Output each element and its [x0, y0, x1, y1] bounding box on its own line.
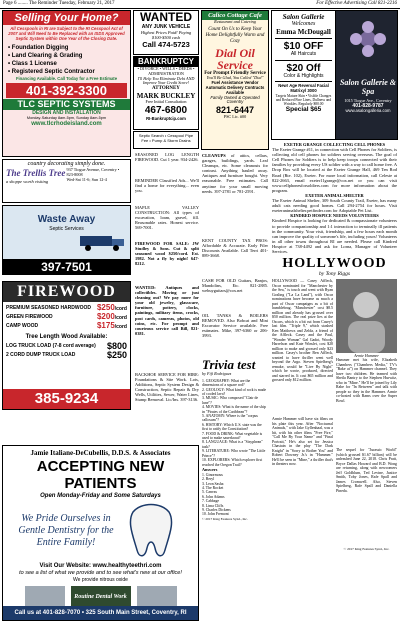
classified-kent-county: KENT COUNTY TAX PROS: Affordable & Accurate. Early Filer Discounts Available. Call Terri 401-889-3668.: [202, 238, 268, 259]
trivia-answer: 8. Lima Cliffs: [202, 503, 224, 508]
septic-search-ad: Septic Search • Cesspool Pipe Fee • Pump & Storm Drains: [133, 131, 199, 149]
trivia-question: 5. ANATOMY: Where is the "corpus callosum"?: [202, 414, 258, 423]
trivia-answer: 2. Beryl: [202, 477, 215, 482]
septic-title: Selling Your Home?: [3, 11, 130, 25]
salon-gallerie-ad: [271, 10, 398, 140]
cafe-item1: Fuel Assistance Vendor: [211, 80, 259, 86]
trellis-sub: a shoppe worth visiting: [6, 179, 49, 184]
firewood-sale-text: JW Studley & Sons. Cut & split seasoned wood $250/cord. Est. 1982. Not a fly by night! 647-8212.: [135, 241, 199, 267]
trivia-question: 7. FOOD & DRINK: What vegetable is used to make sauerkraut?: [202, 431, 263, 441]
salon-address: 1015 Tiogue Ave., Coventry: [344, 98, 392, 103]
salon-offer1-text: All Haircuts: [290, 51, 317, 57]
wanted-sub: ANY JUNK VEHICLE: [141, 24, 191, 30]
hollywood-body2: Armie Hammer will have six films on his plate this year. After "Nocturnal Animals," with Jake Gyllenhaal, was a hit, with his other films "Free Fire," "Call Me By Your Name" and "Final Portrait," He's also set for Jessica Chastain in the play "The Dark Knight" in "Sorry to Bother You" and Robert Downey Jr.'s in "Hammer." He'll be seen in "Mine," a thriller that's in theaters now.: [272, 417, 333, 466]
salon-phone: 401-828-9787: [352, 102, 384, 109]
trivia-question: 8. LANGUAGE: What is a "Sisyphean" task?: [202, 440, 263, 449]
bankruptcy-text: I'll Help You Eliminate Debt AND Improve Your Credit Score!: [137, 75, 195, 86]
waste-away-ad: [2, 205, 131, 260]
cafe-text: Count On Us to Keep Your Home Delightfully Warm and Cozy: [205, 26, 265, 44]
trivia-question: 10. EXPLORERS: Which explorer first reached the Oregon Trail?: [202, 458, 263, 467]
trivia-answer: 1. Ginormous: [202, 472, 223, 477]
dentist-ad: [2, 445, 199, 621]
classified-reminder: REMINDER Classified Ads... We'll find a home for everything... even you.: [135, 178, 199, 194]
septic-item: • Foundation Digging: [8, 45, 69, 52]
classified-seasoned: SEASONED LOG LENGTH FIREWOOD. Cut 1 year. 934-2426.: [135, 152, 199, 163]
firewood-row: PREMIUM SEASONED HARDWOOD $250/cord: [6, 303, 127, 312]
cafe-note: You'll Be Glad, You Called "Dial": [206, 75, 264, 81]
cleanups-text: of attics, cellars, garages, buildings, yards. Leaf Cleanups, etc. Some cleanouts for contrast. Anything hauled away. Antiques and furniture bought. Very reasonable. Free estimates. Call anytime for your small moving needs. 397-2781 or 781-2591.: [202, 153, 268, 194]
salon-brand: Salon Gallerie: [282, 13, 325, 21]
exeter-body1: The Exeter Grange #11, in connection with Cell Phones for Soldiers, is collecting old cell phones for soldiers serving overseas. The goal of Cell Phones for Soldiers is to help keep troops connected with their families by providing every US soldier with a way to call home free. A Drop Box will be located at the Exeter Grange Hall, 469 Ten Rod Road (Rte. 102), Exeter. For more local information, call Celeste at 822-2663, email exeter11grange@cox.net or you can visit www.cellphonesforsoldiers.com for more information about the program.: [272, 147, 397, 193]
waste-away-phone: 397-7501: [2, 260, 131, 275]
dentist-name: Jamie Italiane-DeCubellis, D.D.S. & Associates: [30, 449, 171, 457]
firewood-row: CAMP WOOD $175/cord: [6, 321, 127, 330]
classified-backhoe: BACKHOE SERVICE FOR HIRE: Foundations & Site Work. Lots, Additions, Septic System Design & Construction, Septic Repair & Dry Wells, Utilities, Sewer, Water Lines, Stump Removal. Lic/Ins. 397-3136.: [135, 372, 199, 403]
trivia-column: [202, 358, 268, 570]
hollywood-copyright: © 2017 King Features Synd., Inc.: [343, 547, 390, 551]
dentist-tour: to see a list of what we provide and to see what's new at our office!: [19, 570, 182, 576]
trivia-answer: 9. Charles Dickens: [202, 507, 231, 512]
trivia-answer: 7. Cabbage: [202, 499, 220, 504]
dentist-sign: Routine Dental Work: [71, 586, 131, 608]
septic-financing: Financing Available. Call Today for a Free Estimate: [15, 76, 118, 82]
trivia-questions: [202, 379, 268, 467]
firewood-sale-title: FIREWOOD FOR SALE:: [135, 241, 189, 246]
cafe-sub: Restaurant and Catering: [214, 19, 256, 24]
septic-company: TLC SEPTIC SYSTEMS: [3, 99, 130, 110]
trivia-copyright: © 2017 King Features Synd., Inc.: [202, 516, 248, 521]
trivia-title: Trivia test: [202, 358, 256, 372]
classified-oil-tanks: OIL TANKS & BOILERS REMOVED. Also Bobcat and Mini Excavator Service available. Free estimates. Mike, 397-6360 or 206-3993.: [202, 313, 268, 339]
wanted-phone: Call 474-5723: [142, 40, 190, 50]
firewood-title: FIREWOOD: [3, 282, 130, 302]
dentist-headline: ACCEPTING NEW PATIENTS: [36, 458, 165, 492]
septic-sub: DESIGN AND INSTALLATION: [32, 110, 101, 117]
hollywood-title: HOLLYWOOD: [282, 256, 387, 271]
trivia-answers-title: Answers: [202, 466, 218, 472]
trivia-question: 2. GEOLOGY: What kind of rock is made of cooled lava?: [202, 387, 267, 397]
trellis-logo: The Trellis Tree: [6, 168, 66, 178]
person-photo-icon: [336, 279, 397, 353]
bankruptcy-web: RI-Bankruptcip.com: [146, 115, 186, 121]
hollywood-byline: by Tony Riggs: [319, 271, 350, 277]
trivia-answer: 3. Leon Sasha: [202, 481, 224, 486]
trivia-answer: 5. Canvas: [202, 490, 217, 495]
trellis-hours: Wed-Sat 11-6; Sun 12-4: [66, 176, 107, 182]
hollywood-body3: Hammer met his wife, Elizabeth Chambers ("Chambers Media," TV's "Bake at") on Hammer channel. They have two children. He teamed with Sheila Bantry to the Stephen Hurwitz, who in "Mine." He'll be joined by Lily Rabe for "In Between" and talk with people so they in the Hammer. Armie co-hosted with Rams over the Super Bowl.: [336, 358, 397, 403]
septic-truck-icon: [78, 234, 128, 252]
trivia-question: 9. LITERATURE: Who wrote "The Little Prince"?: [202, 449, 266, 458]
bankruptcy-name: MARK BUCKLEY: [136, 92, 196, 101]
bankruptcy-phone: 467-6800: [144, 104, 188, 116]
classified-maple-valley: MAPLE VALLEY CONSTRUCTION: All types of excavation, loam, gravel, fill. Reasonable rates. Honest service. 569-7001.: [135, 205, 199, 231]
cafe-item2: Automatic Delivery Contracts Available: [205, 84, 265, 95]
firewood-load: LOG TRUCK LOAD (7-8 cord average) $800: [6, 341, 127, 351]
exeter-body2: The Exeter Animal Shelter, 309 South County Trail, Exeter, has many adult cats needing good homes. Call 294-2754 for hours. Visit exeteranimalshelter.petfinder.com for Adoptable Pet List.: [272, 198, 397, 214]
firewood-row: GREEN FIREWOOD $200/cord: [6, 312, 127, 321]
exeter-title2: EXETER ANIMAL SHELTER: [305, 192, 364, 198]
classified-cleanups: [202, 153, 268, 235]
trivia-question: 6. HISTORY: Which U.S. state was the first to ratify the Constitution?: [202, 422, 262, 432]
cafe-phone: 821-6447: [215, 105, 255, 116]
salon-welcome: Welcomes: [291, 21, 316, 27]
wanted2-title: WANTED:: [135, 285, 156, 290]
bankruptcy-title: BANKRUPTCY: [134, 57, 198, 67]
firewood-load: 2 CORD DUMP TRUCK LOAD $250: [6, 350, 127, 360]
dentist-visit: Visit Our Website: www.healthyteethri.com: [39, 563, 162, 569]
firewood-ad: [2, 281, 131, 410]
bankruptcy-note: Free Initial Consultation: [145, 99, 187, 105]
salon-offer2-text: Color & Highlights: [283, 72, 324, 79]
dentist-pride: We Pride Ourselves in Gentle Dentistry for the Entire Family!: [18, 513, 114, 548]
bankruptcy-sub: • DIVORCE • WILLS • DEEDS • ADMINISTRATION: [137, 66, 195, 76]
trellis-tree-ad: [2, 159, 131, 203]
classified-wanted-antiques: [135, 285, 199, 369]
septic-hours: Monday-Saturday 8am-5pm, Sunday 8am-5pm: [26, 116, 107, 121]
hollywood-caption: Armie Hammer: [354, 353, 379, 358]
waste-away-title: Waste Away: [37, 214, 96, 225]
office-photo: [25, 586, 65, 608]
classified-cash: CASH FOR OLD Guitars, Banjos, Mandolins, Etc. 821-2885. webuyguitars@cox.net: [202, 278, 268, 294]
cafe-lic: PSC Lic. #00: [223, 114, 247, 120]
classified-firewood-sale: [135, 241, 199, 281]
office-photo: [137, 586, 177, 608]
trivia-question: 4. MOVIES: What is the name of the ship in "Pirates of the Caribbean"?: [202, 405, 266, 414]
septic-item: • Class 1 License: [8, 61, 57, 68]
septic-item: • Registered Septic Contractor: [8, 69, 95, 76]
exeter-body3: Kindred Hospice is looking for dedicated & compassionate volunteers to provide companionship and 1:1 interaction to terminally ill patients in the community. Your visit, friendship, and a few hours each month can improve the quality of someone's life, including yours! Volunteers in all other towns throughout RI are needed. Please call Kindred Hospice at 738-4492 and ask for Lorna, Manager of Volunteer Services.: [272, 218, 397, 254]
trivia-answer: 10. John Fremont: [202, 512, 229, 517]
cafe-family: Family Owned & Operated Coventry: [210, 94, 260, 105]
wanted-price: Highest Prices Paid! Paying $100-$500 cash: [140, 30, 192, 41]
cafe-sub2: For Prompt Friendly Service: [204, 70, 266, 76]
wanted2-text: Antiques and collectibles. Moving or just cleaning out? We pay more for your old jewelry, glassware, furniture, pottery, clocks, paintings, military items, crocks, post cards, cameras, photos, old coins, etc. For prompt and courteous service call Bill, 821-0381.: [135, 285, 199, 336]
tooth-icon: [121, 502, 181, 560]
salon-name: Emma McDougall: [276, 28, 331, 36]
hollywood-body: HOLLYWOOD — Casey Affleck, Oscar nominated for "Manchester by the Sea," is touch and went with Ryan Gosling ("La La Land"), with Oscar nominations have become as much a part of Oscar campaigns as a bit of humblebrag. "Manchester" cost $8.5 million and already has grossed over $50 million. The real prize lies at the Oscars, which is a bit cut from Casey's last film. "Triple 9," which stashed Ken Matthews and Zelda, a friend of the Affleck. Casey and the Paul, "Wonder Woman" Gal Gadot, Woody Harrelson and Kate Winslet, cost $20 million to make and grossed only $23 million. Casey's brother Ben Affleck, wanted to have thriller went well beyond the Argo. Steven Spielberg's remake, would be "Live By Night" which he wrote, produced, directed and starred in. It cost $65 million and grossed only $12 million.: [272, 279, 333, 382]
hollywood-photo: [336, 279, 397, 353]
salon-web: www.asalongalleria.com: [345, 108, 391, 114]
trivia-answer: 4. The Rocket: [202, 485, 224, 490]
cleanups-title: CLEANUPS: [202, 153, 226, 158]
community-news: [272, 142, 397, 254]
salon-offer3-price: Special $65: [285, 106, 322, 114]
trivia-answer: 6. John Adams: [202, 494, 225, 499]
septic-items: [3, 43, 130, 77]
dentist-hours: Open Monday-Friday and Some Saturdays: [40, 493, 161, 499]
wanted-junk-ad: [133, 10, 199, 55]
waste-away-sub: Septic Services: [49, 226, 84, 232]
trivia-byline: by Fifi Rodriguez: [202, 371, 232, 376]
salon-offer3-text: Targets Mature Skin • Visible Changes and Reduced Fine Lines, Dullness and Wrinkles. Regularly $80.00: [275, 93, 332, 107]
dentist-provides: We provide nitrous oxide: [73, 577, 128, 583]
dial-oil-ad: [201, 10, 269, 150]
salon-side-brand: Salon Gallerie & Spa: [339, 78, 396, 96]
bankruptcy-ad: [133, 56, 199, 130]
exeter-title3: KINDRED HOSPICE NEEDS VOLUNTEERS: [290, 213, 379, 219]
salon-offer3-title: New! Age Reversal Facial Matrixyl 3000: [278, 83, 329, 93]
exeter-title: EXETER GRANGE COLLECTING CELL PHONES: [283, 142, 386, 147]
septic-web: www.tlcrhodeisland.com: [31, 120, 102, 127]
hollywood-column: [272, 256, 397, 620]
flower-icon: [348, 19, 388, 59]
page-header: [0, 0, 400, 9]
firewood-tree: Tree Length Wood Available:: [25, 334, 108, 340]
trivia-answers: [202, 473, 268, 517]
bankruptcy-attorney: ATTORNEY: [152, 86, 180, 92]
tlc-septic-ad: [2, 10, 131, 157]
salon-offer1-amount: $10 OFF: [283, 41, 324, 52]
firewood-phone: 385-9234: [3, 389, 130, 409]
cafe-brand: Dial Oil Service: [215, 45, 255, 72]
page-header-right: For Effective Advertising Call 821-2216: [316, 1, 397, 6]
hollywood-body4: The sequel for "Jurassic World" (which grossed $1.67 billion) will be unleashed June 22, 2018. Chris Pratt, Bryce Dallas Howard and B.D. Wong are returning, along with newcomers Jeff Goldblum, Ted Levine, Justice Smith, Toby Jones, Rafe Spall and James Cromwell. Also, Steven Spielberg, Rafe Spall and Daniella Pineda.: [336, 448, 397, 493]
septic-body: All Cesspools in RI are Subject to the RI Cesspool Act of 2007 and Will Need to Be Replaced with an ISDS Approved Septic System within One Year of the Closing Date.: [8, 26, 125, 41]
trivia-question: 1. GEOGRAPHY: What are the dimensions of a square rod?: [202, 378, 251, 388]
dentist-call: Call us at 401-828-7070 • 325 South Main Street, Coventry, RI: [3, 606, 198, 620]
wanted-title: WANTED: [140, 10, 192, 24]
trellis-address: 937 Tiogue Avenue, Coventry • 823-8008: [66, 167, 120, 177]
septic-item: • Land Clearing & Grading: [8, 53, 83, 60]
salon-offer2-amount: $20 Off: [286, 62, 321, 74]
cafe-title: Calico Cottage Cafe: [202, 11, 268, 20]
septic-phone: 401-392-3300: [6, 83, 127, 98]
trivia-question: 3. MUSIC: Who composed "Clair de lune"?: [202, 396, 259, 405]
page-header-left: Page 6 ........ The Reminder Tuesday, February 21, 2017: [3, 1, 115, 6]
trellis-title: country decorating simply done.: [27, 161, 106, 167]
